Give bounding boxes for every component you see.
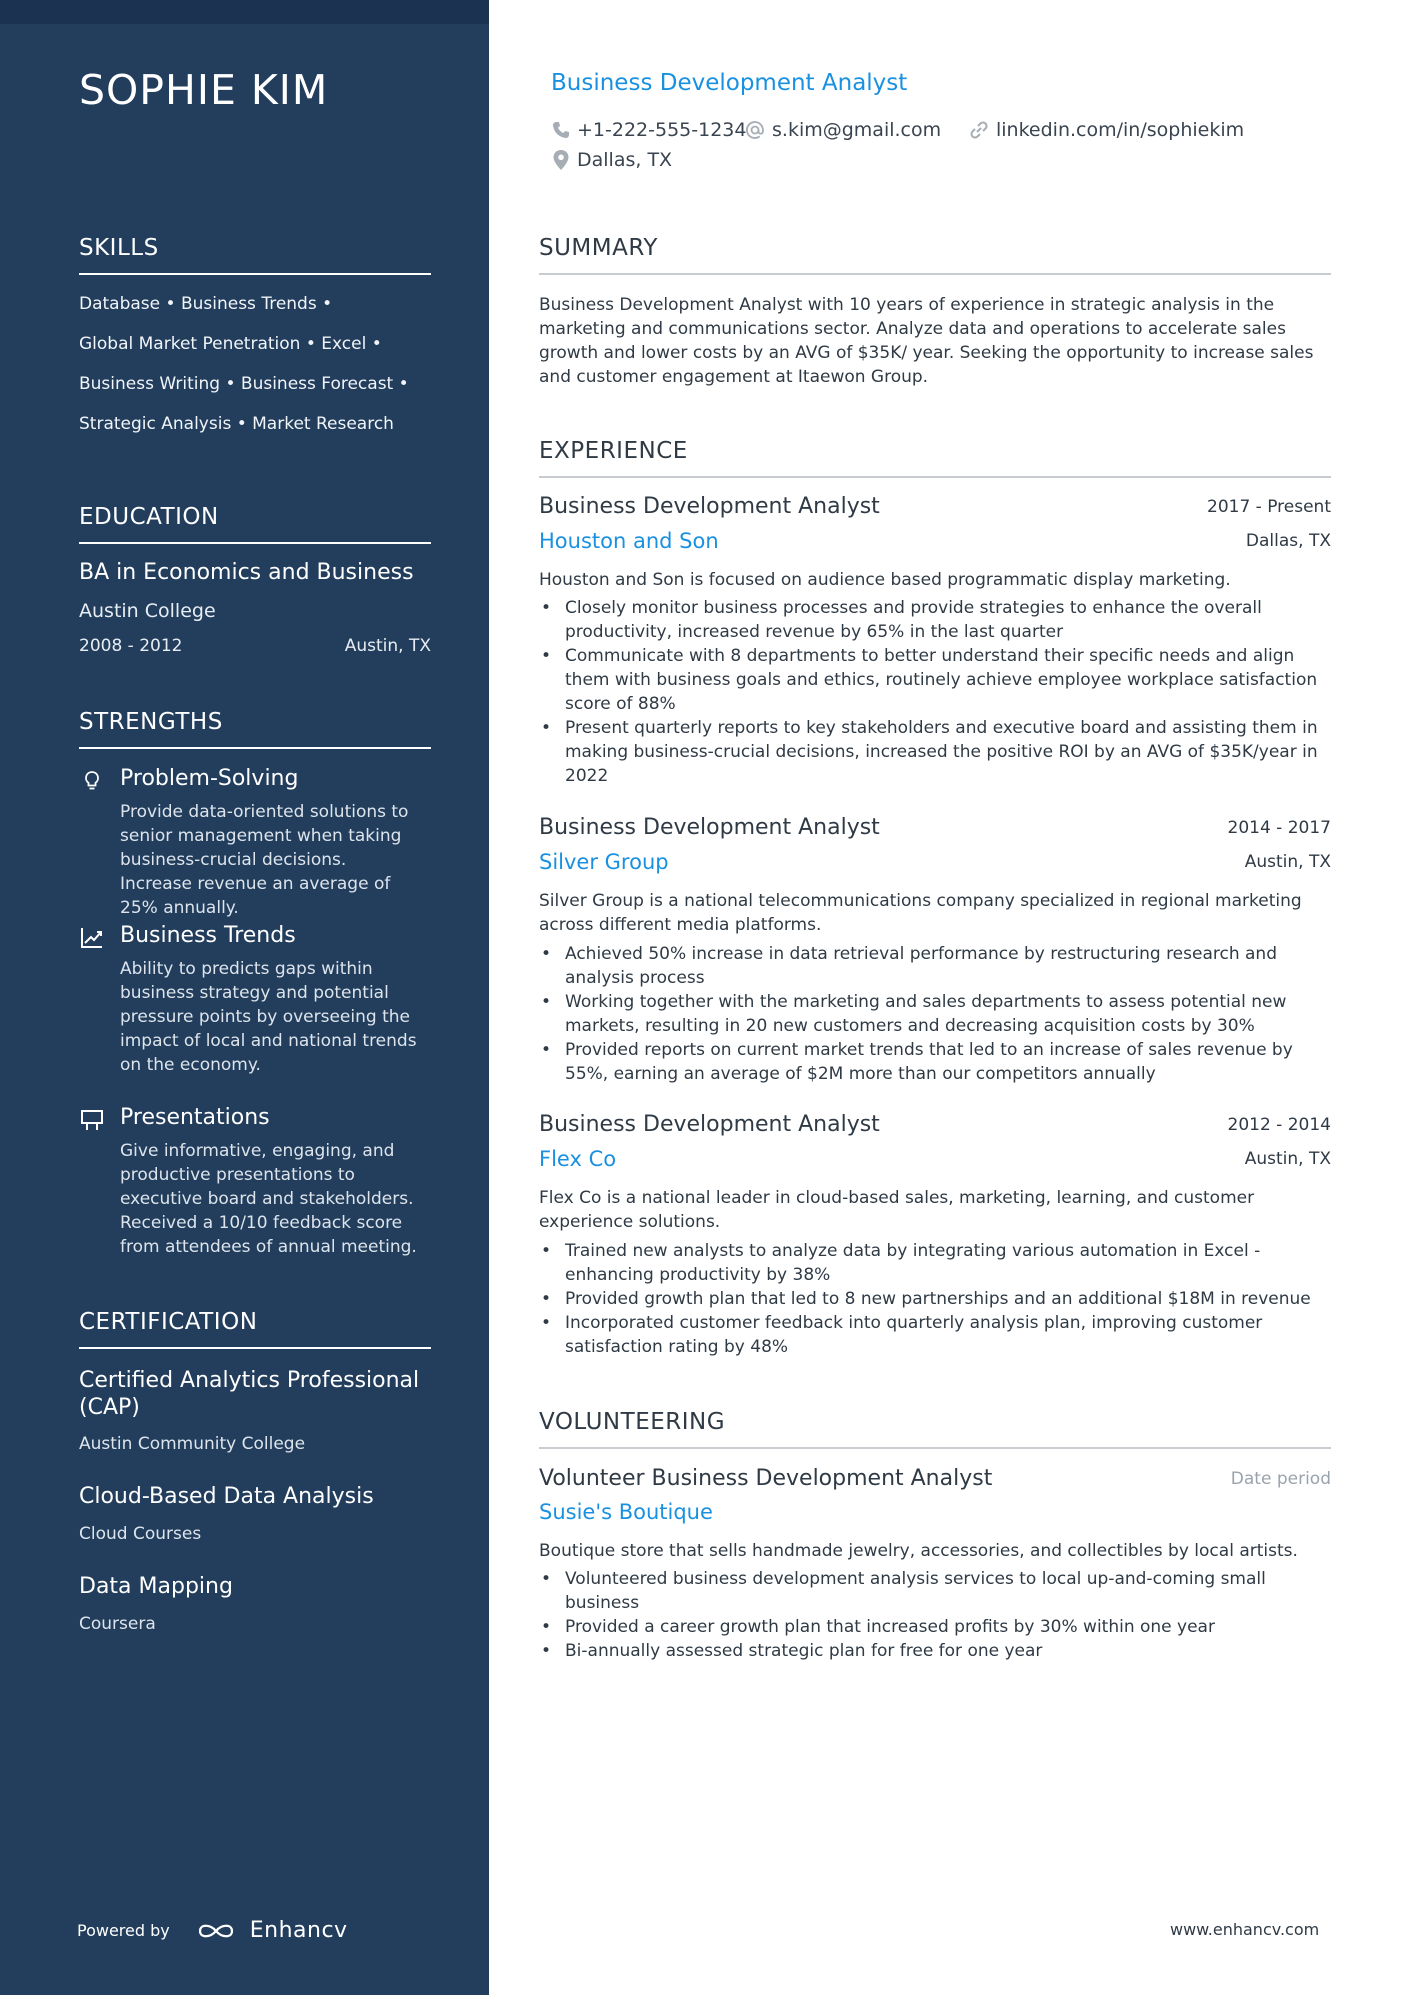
strength-description: Give informative, engaging, and productive presentations to executive board and stakeholders. Received a 10/10 feedback score from attendees of annual meeting. <box>120 1141 417 1257</box>
role-title: Business Development Analyst <box>551 70 908 96</box>
job-bullet: • Communicate with 8 departments to better understand their specific needs and align them with business goals and ethics, routinely achieve employee workplace satisfaction score of 88% <box>539 644 1331 716</box>
volunteer-dates: Date period <box>1230 1469 1331 1489</box>
location-text: Dallas, TX <box>577 149 673 171</box>
job-location: Austin, TX <box>1244 852 1331 872</box>
certification-heading: CERTIFICATION <box>79 1309 431 1349</box>
main-content <box>539 0 1331 1995</box>
volunteer-organization: Susie's Boutique <box>539 1500 713 1524</box>
education-school: Austin College <box>79 600 216 622</box>
location-pin-icon <box>551 149 571 171</box>
candidate-name: SOPHIE KIM <box>79 66 329 114</box>
email-text: s.kim@gmail.com <box>772 119 942 141</box>
certification-title: Certified Analytics Professional (CAP) <box>79 1368 420 1420</box>
volunteer-bullet: • Provided a career growth plan that increased profits by 30% within one year <box>539 1615 1331 1639</box>
experience-heading: EXPERIENCE <box>539 438 1331 478</box>
summary-text: Business Development Analyst with 10 years of experience in strategic analysis in the marketing and communications sector. Analyze data and operations to accelerate sales growth and lower costs by an AVG of $35K/ year. Seeking the opportunity to increase sales and customer engagement at Itaewon Group. <box>539 295 1314 387</box>
sidebar <box>0 0 489 1995</box>
strength-description: Provide data-oriented solutions to senior management when taking business-crucial decisions. Increase revenue an average of 25% annually. <box>120 802 409 918</box>
skills-line: Strategic Analysis • Market Research <box>79 414 394 434</box>
job-location: Austin, TX <box>1244 1149 1331 1169</box>
job-dates: 2012 - 2014 <box>1227 1115 1331 1135</box>
job-bullets <box>539 596 1331 788</box>
job-dates: 2017 - Present <box>1207 497 1331 517</box>
strength-description: Ability to predicts gaps within business strategy and potential pressure points by overseeing the impact of local and national trends on the economy. <box>120 959 417 1075</box>
job-title: Business Development Analyst <box>539 815 880 840</box>
job-company: Houston and Son <box>539 529 719 553</box>
enhancv-logo-icon <box>196 1920 242 1942</box>
enhancv-logo[interactable] <box>196 1918 348 1943</box>
education-heading: EDUCATION <box>79 504 431 544</box>
skills-line: Global Market Penetration • Excel • <box>79 334 382 354</box>
volunteer-bullet: • Bi-annually assessed strategic plan for free for one year <box>539 1639 1331 1663</box>
volunteering-heading: VOLUNTEERING <box>539 1409 1331 1449</box>
phone-text: +1-222-555-1234 <box>577 119 747 141</box>
summary-heading: SUMMARY <box>539 235 1331 275</box>
job-title: Business Development Analyst <box>539 494 880 519</box>
trend-chart-icon <box>79 925 105 951</box>
volunteer-description: Boutique store that sells handmade jewelry, accessories, and collectibles by local artists. <box>539 1541 1298 1561</box>
strength-title: Business Trends <box>120 923 296 948</box>
job-bullet: • Provided growth plan that led to 8 new partnerships and an additional $18M in revenue <box>539 1287 1331 1311</box>
contact-phone <box>551 119 746 141</box>
job-bullet: • Trained new analysts to analyze data by integrating various automation in Excel - enhancing productivity by 38% <box>539 1239 1331 1287</box>
certification-title: Cloud-Based Data Analysis <box>79 1484 374 1509</box>
education-dates: 2008 - 2012 <box>79 636 183 656</box>
job-description: Flex Co is a national leader in cloud-based sales, marketing, learning, and customer experience solutions. <box>539 1188 1255 1232</box>
volunteer-title: Volunteer Business Development Analyst <box>539 1466 993 1491</box>
strengths-heading: STRENGTHS <box>79 709 431 749</box>
presentation-board-icon <box>79 1107 105 1133</box>
enhancv-brand: Enhancv <box>249 1918 348 1943</box>
job-bullet: • Closely monitor business processes and provide strategies to enhance the overall productivity, increased revenue by 65% in the last quarter <box>539 596 1331 644</box>
job-company: Silver Group <box>539 850 669 874</box>
at-sign-icon <box>744 119 766 141</box>
contact-email[interactable] <box>744 119 941 141</box>
job-description: Silver Group is a national telecommunications company specialized in regional marketing across different media platforms. <box>539 891 1302 935</box>
job-company: Flex Co <box>539 1147 617 1171</box>
job-bullets <box>539 942 1331 1086</box>
linkedin-text: linkedin.com/in/sophiekim <box>996 119 1245 141</box>
job-bullet: • Provided reports on current market trends that led to an increase of sales revenue by 55%, earning an average of $2M more than our competitors annually <box>539 1038 1331 1086</box>
volunteer-bullet: • Volunteered business development analysis services to local up-and-coming small business <box>539 1567 1331 1615</box>
skills-line: Business Writing • Business Forecast • <box>79 374 409 394</box>
job-description: Houston and Son is focused on audience based programmatic display marketing. <box>539 570 1231 590</box>
sidebar-top-bar <box>0 0 489 24</box>
strength-title: Problem-Solving <box>120 766 299 791</box>
phone-icon <box>551 120 571 140</box>
certification-org: Coursera <box>79 1614 156 1634</box>
education-location: Austin, TX <box>344 636 431 656</box>
volunteer-bullets <box>539 1567 1331 1663</box>
skills-line: Database • Business Trends • <box>79 294 333 314</box>
powered-by-label: Powered by <box>77 1921 170 1940</box>
skills-heading: SKILLS <box>79 235 431 275</box>
lightbulb-icon <box>79 768 105 794</box>
job-bullet: • Present quarterly reports to key stakeholders and executive board and assisting them in making business-crucial decisions, increased the positive ROI by an AVG of $35K/year in 2022 <box>539 716 1331 788</box>
contact-linkedin[interactable] <box>968 119 1244 141</box>
job-location: Dallas, TX <box>1245 531 1331 551</box>
certification-org: Austin Community College <box>79 1434 306 1454</box>
link-icon <box>968 119 990 141</box>
education-degree: BA in Economics and Business <box>79 560 414 585</box>
education-meta <box>79 636 431 656</box>
job-title: Business Development Analyst <box>539 1112 880 1137</box>
powered-by <box>77 1918 348 1943</box>
job-dates: 2014 - 2017 <box>1227 818 1331 838</box>
job-bullets <box>539 1239 1331 1359</box>
contact-location <box>551 149 672 171</box>
footer-website[interactable]: www.enhancv.com <box>1170 1920 1320 1939</box>
strength-title: Presentations <box>120 1105 270 1130</box>
certification-title: Data Mapping <box>79 1574 233 1599</box>
job-bullet: • Working together with the marketing and sales departments to assess potential new markets, resulting in 20 new customers and decreasing acquisition costs by 30% <box>539 990 1331 1038</box>
job-bullet: • Achieved 50% increase in data retrieval performance by restructuring research and analysis process <box>539 942 1331 990</box>
certification-org: Cloud Courses <box>79 1524 202 1544</box>
job-bullet: • Incorporated customer feedback into quarterly analysis plan, improving customer satisfaction rating by 48% <box>539 1311 1331 1359</box>
